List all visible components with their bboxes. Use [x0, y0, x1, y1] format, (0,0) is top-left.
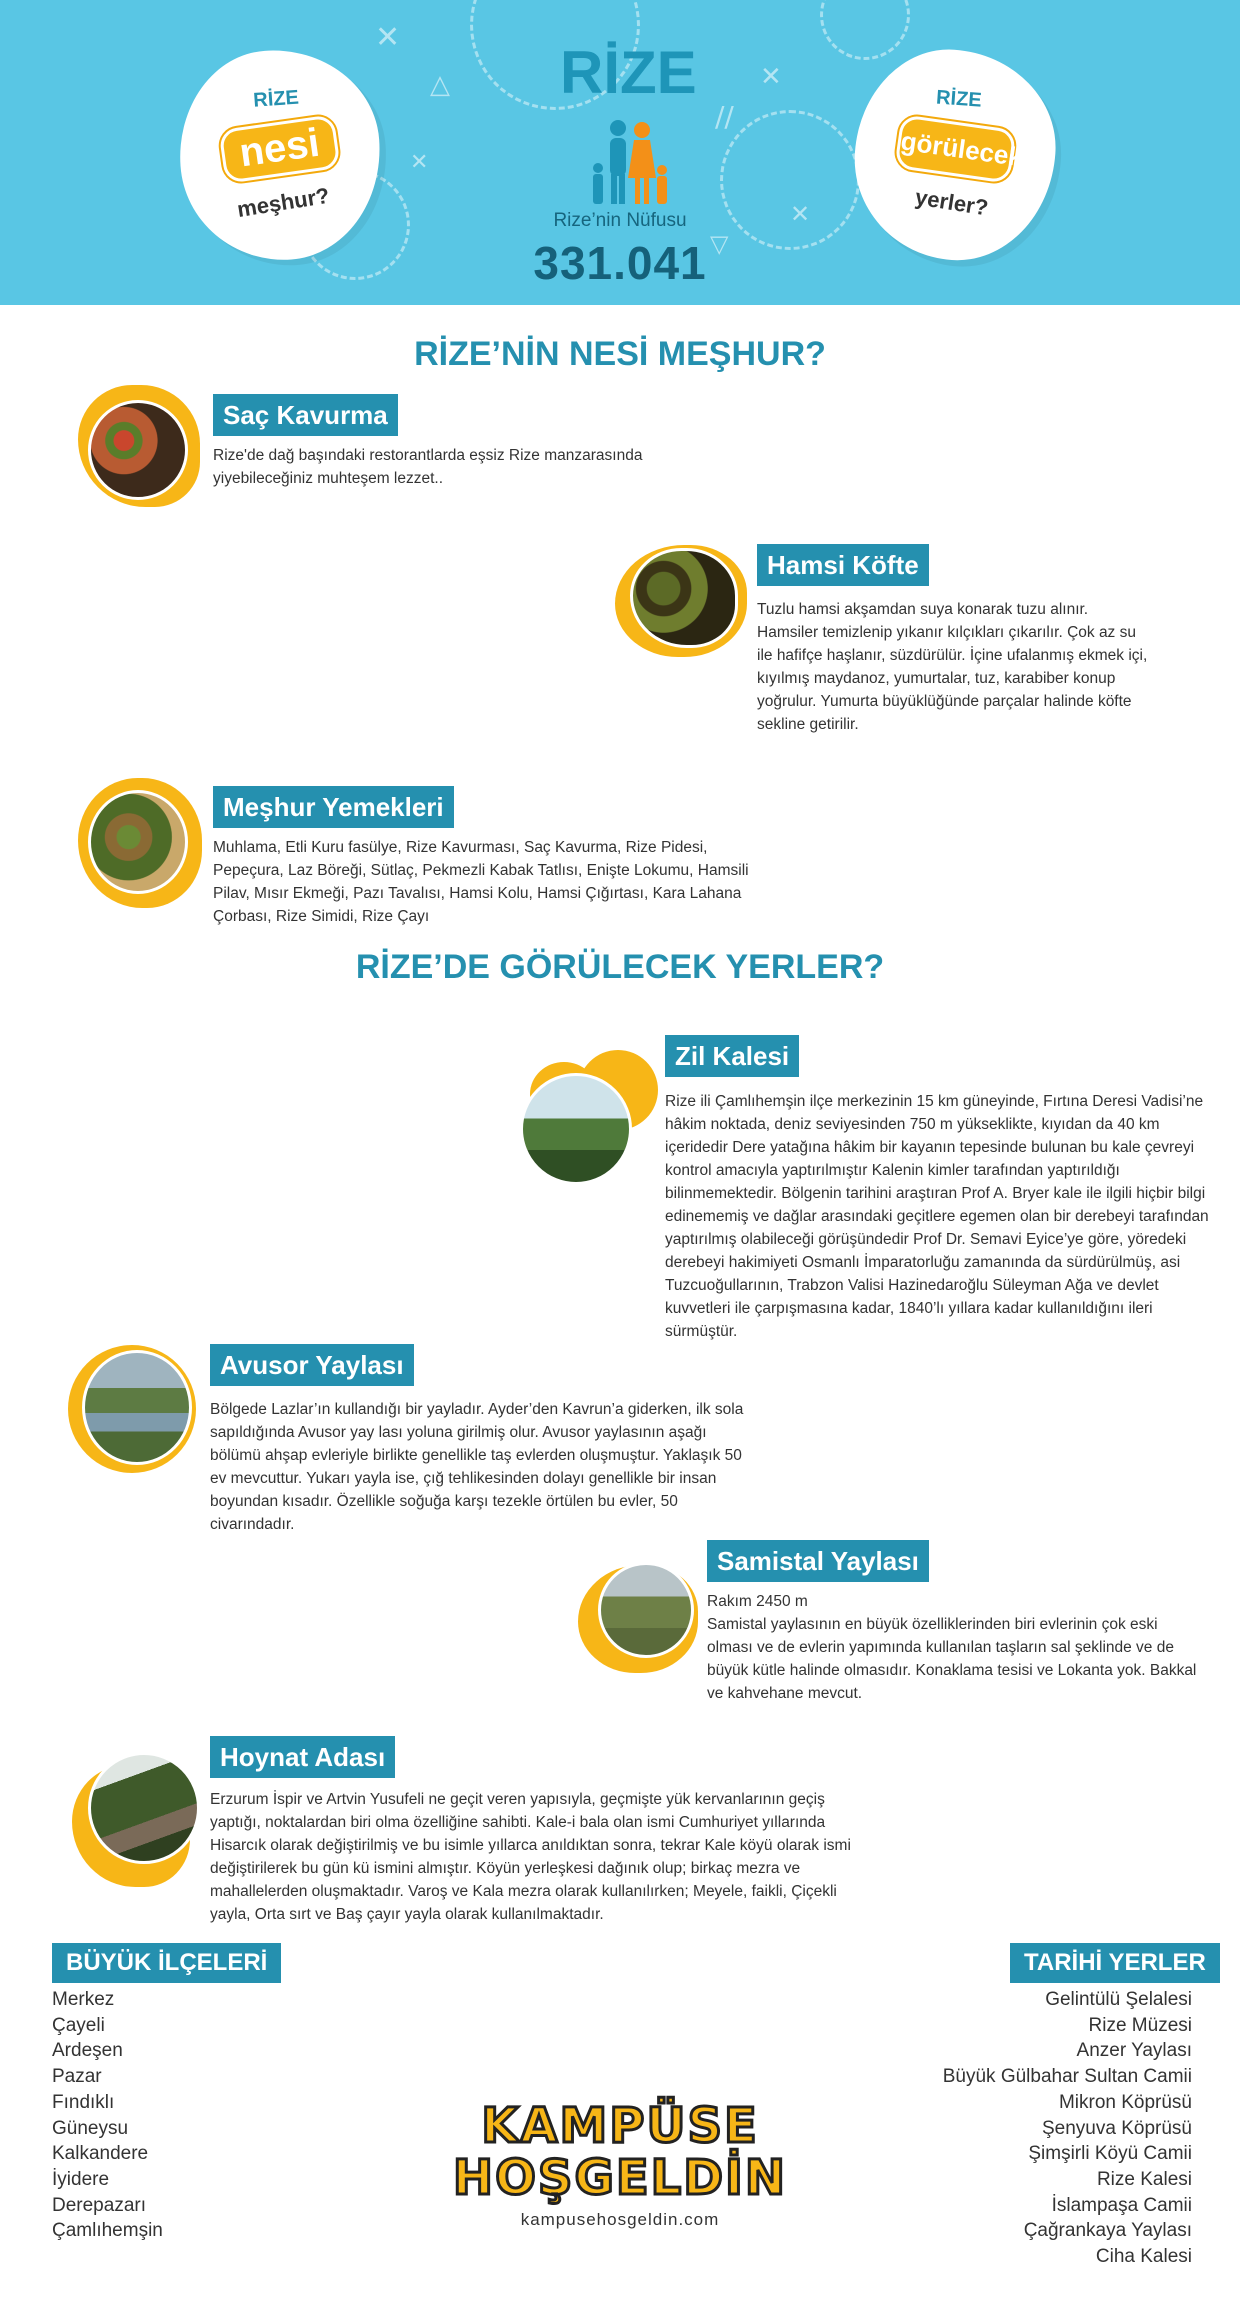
- list-item: Büyük Gülbahar Sultan Camii: [942, 2066, 1192, 2088]
- bubble-bottom-text: meşhur?: [235, 182, 332, 223]
- list-item: Çamlıhemşin: [52, 2220, 163, 2242]
- decor-triangle-icon: △: [430, 70, 450, 100]
- bubble-pill-text: nesi: [236, 120, 323, 176]
- logo-url: kampusehosgeldin.com: [520, 2210, 720, 2229]
- section-title-places: RİZE’DE GÖRÜLECEK YERLER?: [355, 948, 885, 986]
- item-description: Rize ili Çamlıhemşin ilçe merkezinin 15 km güneyinde, Fırtına Deresi Vadisi’ne hâkim noktada, deniz seviyesinden 750 m yükseklikte, kıyıdan da 40 km içeridedir Dere yatağına hâkim bir kayanın tepesinde bulunan bu kale çevreyi kontrol amacıyla yaptırılmıştır Kalenin kimler tarafından yaptırıldığı bilinmemektedir. Bölgenin tarihini araştıran Prof A. Bryer kale ile ilgili hiçbir bilgi edinememiş ve dağlar arasındaki geçitlere egemen olan bir derebeyi tarafından yaptırılmış olabileceği görüşündedir Prof Dr. Semavi Eyice’ye göre, yöredeki derebeyi hakimiyeti Osmanlı İmparatorluğu zamanında da sürdürülmüş, asi Tuzcuoğullarının, Trabzon Valisi Hazinedaroğlu Süleyman Ağa ve devlet kuvvetleri ile çarpışmasına kadar, 1840’lı yıllara kadar kullanıldığını ileri sürmüştür.: [665, 1093, 1209, 1340]
- historic-heading: TARİHİ YERLER: [1010, 1943, 1220, 1983]
- hamsi-kofte-photo: [630, 548, 738, 648]
- avusor-yaylasi-photo: [82, 1350, 192, 1465]
- list-item: Şimşirli Köyü Camii: [1028, 2143, 1192, 2165]
- population-value: 331.041: [533, 237, 707, 289]
- section-title-famous: RİZE’NİN NESİ MEŞHUR?: [414, 335, 826, 373]
- population-label: Rize’nin Nüfusu: [553, 210, 687, 231]
- list-item: Pazar: [52, 2066, 102, 2088]
- bubble-bottom-text: yerler?: [913, 184, 990, 221]
- sac-kavurma-photo: [88, 400, 188, 500]
- bubble-pill-text: görülecek: [899, 125, 1025, 173]
- family-icon: [590, 118, 670, 208]
- speech-bubble-right: [848, 43, 1062, 266]
- list-item: Fındıklı: [52, 2091, 115, 2113]
- list-item: İyidere: [52, 2168, 110, 2190]
- item-description: Erzurum İspir ve Artvin Yusufeli ne geçit veren yapısıyla, geçmişte yük kervanlarının geçiş yaptığı, noktalardan biri olma özelliğine sahibti. Kale-i bala olan ismi Cumhuriyet yıllarında Hisarcık olarak değiştirilmiş ve bu isimle yıllarca anıldıktan sonra, tekrar Kale köyü olarak ismi değiştirilerek bu gün kü ismini almıştır. Köyün yerleşkesi dağınık olup; birkaç mezra ve mahallelerden oluşmaktadır. Varoş ve Kala mezra olarak kullanılırken; Meyele, faikli, Çiçekli yayla, Orta sırt ve Baş çayır yayla olarak kullanılmaktadır.: [210, 1791, 851, 1923]
- item-title: Hamsi Köfte: [757, 544, 929, 586]
- logo-line-1: KAMPÜSE: [481, 2098, 759, 2154]
- list-item: Rize Müzesi: [1088, 2014, 1192, 2036]
- list-item: Güneysu: [52, 2117, 129, 2139]
- item-title: Zil Kalesi: [665, 1035, 799, 1077]
- item-title: Saç Kavurma: [213, 394, 398, 436]
- list-item: Rize Kalesi: [1096, 2168, 1192, 2190]
- item-title: Samistal Yaylası: [707, 1540, 929, 1582]
- districts-list: [52, 1987, 312, 2244]
- list-item: Mikron Köprüsü: [1058, 2091, 1192, 2113]
- list-item: Derepazarı: [52, 2194, 146, 2216]
- list-item: Anzer Yaylası: [1076, 2040, 1192, 2062]
- item-title: Meşhur Yemekleri: [213, 786, 454, 828]
- item-description: Tuzlu hamsi akşamdan suya konarak tuzu alınır. Hamsiler temizlenip yıkanır kılçıkları çıkarılır. Çok az su ile hafifçe haşlanır, süzdürülür. İçine ufalanmış ekmek içi, kıyılmış maydanoz, yumurtalar, tuz, karabiber konup yoğrulur. Yumurta büyüklüğünde parçalar halinde köfte sekline getirilir.: [757, 601, 1148, 733]
- list-item: Ardeşen: [52, 2040, 123, 2062]
- list-item: Gelintülü Şelalesi: [1045, 1989, 1192, 2010]
- bubble-pill: [894, 114, 1025, 184]
- decor-circle: [720, 110, 860, 250]
- districts-heading: BÜYÜK İLÇELERİ: [52, 1943, 281, 1983]
- bubble-top-text: RİZE: [935, 86, 983, 112]
- item-title: Avusor Yaylası: [210, 1344, 414, 1386]
- hoynat-adasi-photo: [88, 1752, 200, 1864]
- item-title: Hoynat Adası: [210, 1736, 395, 1778]
- historic-list: [880, 1987, 1192, 2270]
- meshur-yemekleri-photo: [88, 790, 188, 894]
- header-banner: [0, 0, 1240, 305]
- list-item: Merkez: [52, 1989, 115, 2010]
- list-item: Çayeli: [52, 2014, 105, 2036]
- decor-equals-icon: //: [715, 100, 734, 133]
- item-description: Bölgede Lazlar’ın kullandığı bir yayladır. Ayder’den Kavrun’a giderken, ilk sola sapıldığında Avusor yay lası yoluna girilmiş olur. Avusor yaylasının aşağı bölümü ahşap evleriyle birlikte genellikle taş evlerden oluşmuştur. Yaklaşık 50 ev mevcuttur. Yukarı yayla ise, çığ tehlikesinden dolayı genellikle bir insan boyundan kısadır. Özellikle soğuğa karşı tezekle örtülen bu evler, 50 civarındadır.: [210, 1401, 744, 1533]
- bubble-pill: [218, 114, 340, 184]
- item-description: Muhlama, Etli Kuru fasülye, Rize Kavurması, Saç Kavurma, Rize Pidesi, Pepeçura, Laz Böreği, Sütlaç, Pekmezli Kabak Tatlısı, Enişte Lokumu, Hamsili Pilav, Mısır Ekmeği, Pazı Tavalısı, Hamsi Kolu, Hamsi Çığırtası, Kara Lahana Çorbası, Rize Simidi, Rize Çayı: [213, 839, 749, 925]
- decor-circle: [820, 0, 910, 60]
- page-title: RİZE: [560, 39, 697, 106]
- decor-cross-icon: ✕: [375, 20, 401, 55]
- zil-kalesi-photo: [520, 1073, 632, 1185]
- list-item: Ciha Kalesi: [1095, 2246, 1192, 2268]
- logo-line-2: HOŞGELDİN: [452, 2150, 788, 2206]
- decor-cross-icon: ✕: [410, 150, 429, 175]
- bubble-top-text: RİZE: [252, 86, 300, 112]
- brand-logo: [450, 2100, 790, 2260]
- item-description: Rakım 2450 m Samistal yaylasının en büyük özelliklerinden biri evlerinin çok eski olması ve de evlerin yapımında kullanılan taşların sal şeklinde ve de büyük kütle halinde olmasıdır. Konaklama tesisi ve Lokanta yok. Bakkal ve kahvehane mevcut.: [707, 1593, 1197, 1702]
- list-item: Şenyuva Köprüsü: [1042, 2117, 1192, 2139]
- list-item: Çağrankaya Yaylası: [1023, 2220, 1192, 2242]
- decor-triangle-icon: ▽: [710, 230, 729, 258]
- decor-cross-icon: ✕: [790, 200, 811, 228]
- list-item: İslampaşa Camii: [1051, 2194, 1192, 2216]
- list-item: Kalkandere: [52, 2143, 149, 2165]
- decor-cross-icon: ✕: [760, 62, 782, 92]
- item-description: Rize'de dağ başındaki restorantlarda eşsiz Rize manzarasında yiyebileceğiniz muhteşem lezzet..: [213, 447, 643, 487]
- samistal-yaylasi-photo: [598, 1562, 694, 1658]
